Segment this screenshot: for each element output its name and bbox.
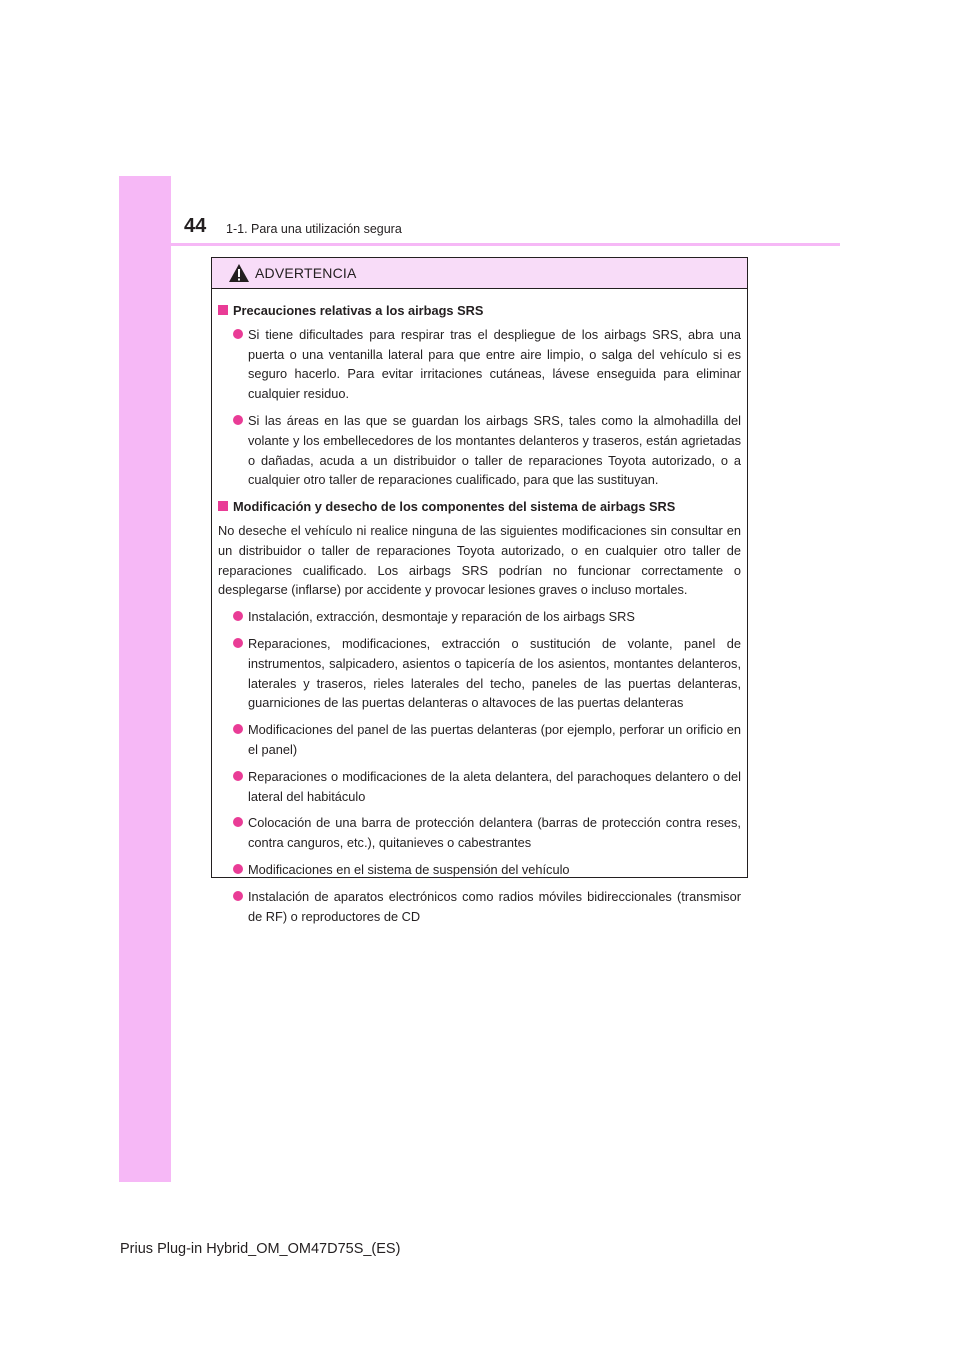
list-item — [218, 887, 741, 927]
list-item-text: Instalación de aparatos electrónicos como radios móviles bidireccionales (transmisor de RF) o reproductores de CD — [248, 888, 741, 924]
list-item-text: Si tiene dificultades para respirar tras el despliegue de los airbags SRS, abra una puerta o una ventanilla lateral para que entre aire limpio, o salga del vehículo si es seguro hacerlo. Para evitar irritaciones cutáneas, lávese enseguida para eliminar cualquier residuo. — [248, 326, 741, 402]
circle-bullet-icon — [233, 817, 243, 827]
section-heading-text: Precauciones relativas a los airbags SRS — [233, 303, 484, 318]
header-rule — [119, 243, 840, 246]
list-item — [218, 720, 741, 760]
square-bullet-icon — [218, 501, 228, 511]
circle-bullet-icon — [233, 771, 243, 781]
section-title: 1-1. Para una utilización segura — [226, 222, 402, 236]
warning-label: ADVERTENCIA — [255, 265, 357, 281]
section-heading — [218, 497, 741, 517]
list-item-text: Reparaciones, modificaciones, extracción o sustitución de volante, panel de instrumentos, salpicadero, asientos o tapicería de los asientos, montantes delanteros, laterales y traseros, rieles laterales del techo, paneles de las puertas delanteras, guarniciones de las puertas delanteras o altavoces de las puertas delanteras — [248, 635, 741, 711]
warning-header — [212, 258, 747, 289]
list-item — [218, 813, 741, 853]
list-item — [218, 860, 741, 880]
square-bullet-icon — [218, 305, 228, 315]
section-paragraph: No deseche el vehículo ni realice ninguna de las siguientes modificaciones sin consultar en un distribuidor o taller de reparaciones Toyota autorizado, o en cualquier otro taller de reparaciones cualificado. Los airbags SRS podrían no funcionar correctamente o desplegarse (inflarse) por accidente y provocar lesiones graves o incluso mortales. — [218, 522, 741, 598]
footer-document-id: Prius Plug-in Hybrid_OM_OM47D75S_(ES) — [120, 1241, 401, 1257]
list-item-text: Instalación, extracción, desmontaje y reparación de los airbags SRS — [248, 609, 635, 625]
circle-bullet-icon — [233, 724, 243, 734]
circle-bullet-icon — [233, 415, 243, 425]
list-item-text: Reparaciones o modificaciones de la aleta delantera, del parachoques delantero o del lateral del habitáculo — [248, 768, 741, 804]
circle-bullet-icon — [233, 638, 243, 648]
list-item — [218, 325, 741, 404]
page-number: 44 — [184, 215, 207, 237]
list-item — [218, 411, 741, 490]
list-item-text: Modificaciones en el sistema de suspensión del vehículo — [248, 861, 570, 877]
circle-bullet-icon — [233, 611, 243, 621]
warning-box — [211, 257, 748, 924]
warning-triangle-icon — [228, 263, 250, 283]
list-item — [218, 607, 741, 627]
warning-body — [212, 289, 747, 926]
circle-bullet-icon — [233, 864, 243, 874]
list-item — [218, 767, 741, 807]
section-heading — [218, 301, 741, 321]
list-item — [218, 634, 741, 713]
circle-bullet-icon — [233, 329, 243, 339]
circle-bullet-icon — [233, 891, 243, 901]
section-heading-text: Modificación y desecho de los componentes del sistema de airbags SRS — [233, 499, 676, 515]
side-color-band — [119, 176, 171, 1182]
list-item-text: Colocación de una barra de protección delantera (barras de protección contra reses, contra canguros, etc.), quitanieves o cabestrantes — [248, 815, 741, 851]
list-item-text: Si las áreas en las que se guardan los airbags SRS, tales como la almohadilla del volante y los embellecedores de los montantes delanteros y traseros, están agrietadas o dañadas, acuda a un distribuidor o taller de reparaciones Toyota autorizado, o a cualquier otro taller de reparaciones cualificado, para que las sustituyan. — [248, 412, 741, 488]
list-item-text: Modificaciones del panel de las puertas delanteras (por ejemplo, perforar un orificio en el panel) — [248, 722, 741, 757]
